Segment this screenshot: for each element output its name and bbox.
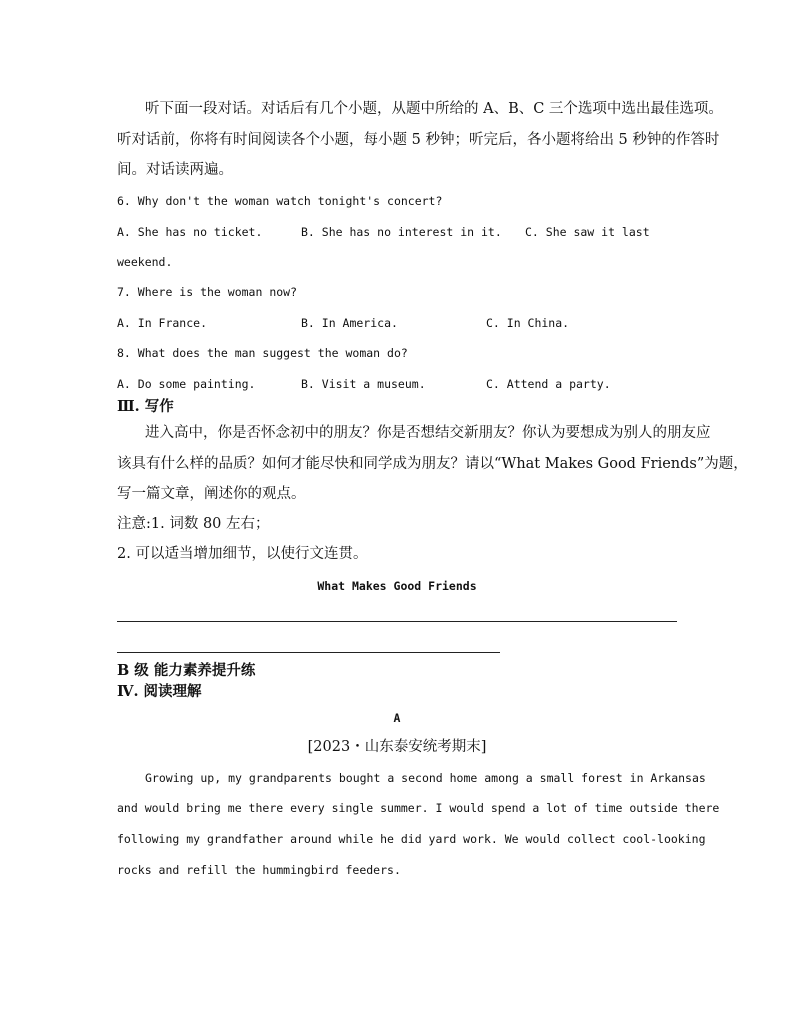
q7-option-c: C. In China. xyxy=(486,316,570,330)
q7-option-b: B. In America. xyxy=(301,316,398,330)
listening-instruction-line-2: 听对话前，你将有时间阅读各个小题，每小题 5 秒钟；听完后，各小题将给出 5 秒钟的作答时 xyxy=(117,132,720,148)
level-b-heading: B 级 能力素养提升练 xyxy=(117,662,256,679)
writing-heading: Ⅲ. 写作 xyxy=(117,398,174,415)
reading-heading: Ⅳ. 阅读理解 xyxy=(117,683,202,700)
listening-instruction-line-1: 听下面一段对话。对话后有几个小题，从题中所给的 A、B、C 三个选项中选出最佳选项。 xyxy=(145,101,723,117)
passage-line-1: Growing up, my grandparents bought a second home among a small forest in Arkansas xyxy=(145,771,706,785)
writing-prompt-line-1: 进入高中，你是否怀念初中的朋友？你是否想结交新朋友？你认为要想成为别人的朋友应 xyxy=(145,425,711,441)
question-8: 8. What does the man suggest the woman do? xyxy=(117,346,408,360)
q6-option-c-continuation: weekend. xyxy=(117,255,173,269)
question-6: 6. Why don't the woman watch tonight's concert? xyxy=(117,194,443,208)
q8-option-a: A. Do some painting. xyxy=(117,377,256,391)
q6-option-a: A. She has no ticket. xyxy=(117,225,263,239)
q6-option-b: B. She has no interest in it. xyxy=(301,225,502,239)
writing-note-1: 注意:1. 词数 80 左右； xyxy=(117,516,270,532)
passage-letter: A xyxy=(393,711,401,725)
writing-prompt-line-2: 该具有什么样的品质？如何才能尽快和同学成为朋友？请以“What Makes Good Friends”为题， xyxy=(117,456,748,472)
q8-option-c: C. Attend a party. xyxy=(486,377,611,391)
q6-option-c: C. She saw it last xyxy=(525,225,650,239)
q7-option-a: A. In France. xyxy=(117,316,208,330)
question-7: 7. Where is the woman now? xyxy=(117,285,298,299)
passage-line-2: and would bring me there every single summer. I would spend a lot of time outside there xyxy=(117,801,720,815)
answer-line-1 xyxy=(117,621,677,622)
writing-title: What Makes Good Friends xyxy=(317,579,477,593)
passage-line-3: following my grandfather around while he did yard work. We would collect cool-looking xyxy=(117,832,706,846)
writing-prompt-line-3: 写一篇文章，阐述你的观点。 xyxy=(117,486,306,502)
passage-source: [2023・山东泰安统考期末] xyxy=(307,739,487,755)
listening-instruction-line-3: 间。对话读两遍。 xyxy=(117,162,233,178)
passage-line-4: rocks and refill the hummingbird feeders. xyxy=(117,863,401,877)
answer-line-2 xyxy=(117,652,500,653)
writing-note-2: 2. 可以适当增加细节，以使行文连贯。 xyxy=(117,546,368,562)
q8-option-b: B. Visit a museum. xyxy=(301,377,426,391)
